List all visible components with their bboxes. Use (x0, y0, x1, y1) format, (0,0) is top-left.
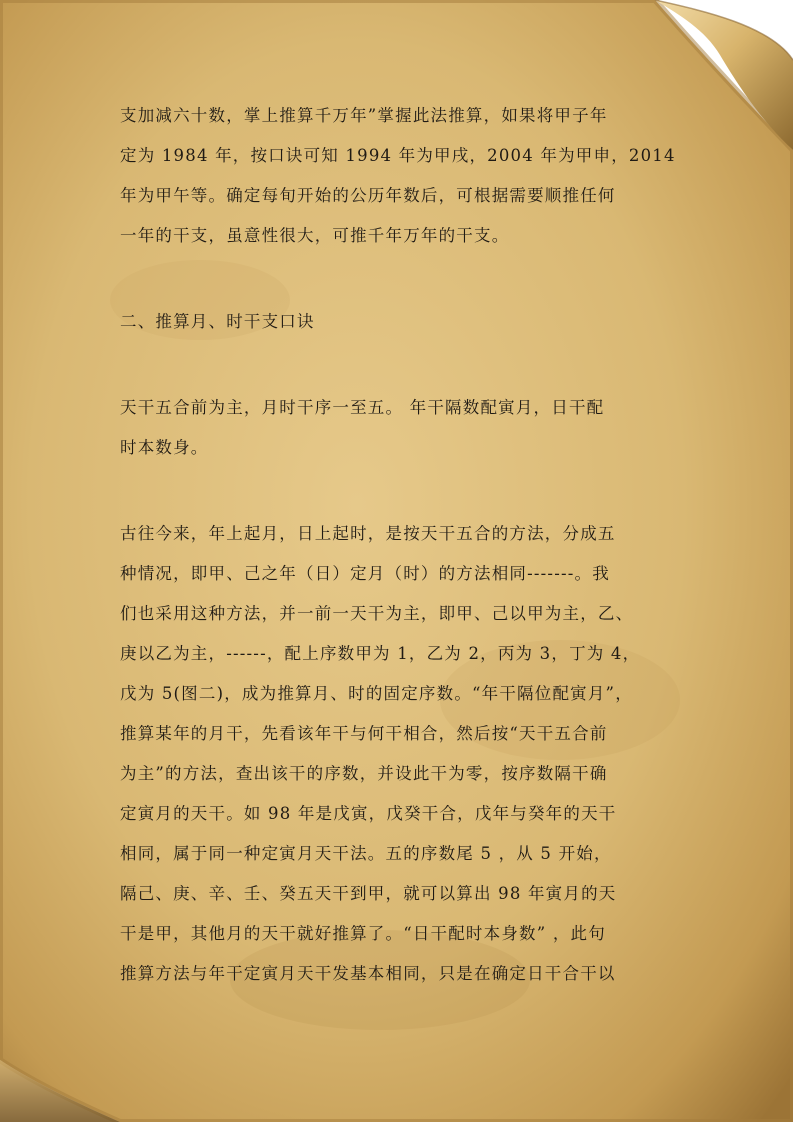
document-body (120, 96, 675, 994)
paragraph-line: 天干五合前为主，月时干序一至五。 年干隔数配寅月，日干配 (120, 398, 605, 417)
paragraph-line: 时本数身。 (120, 438, 209, 457)
section-heading: 二、推算月、时干支口诀 (120, 312, 315, 331)
paragraph-3 (120, 514, 675, 994)
paragraph-2 (120, 388, 675, 468)
paragraph-line: 古往今来，年上起月，日上起时，是按天干五合的方法，分成五 (120, 524, 616, 543)
paragraph-line: 为主”的方法，查出该干的序数，并设此干为零，按序数隔干确 (120, 764, 608, 783)
paragraph-line: 种情况，即甲、己之年（日）定月（时）的方法相同-------。我 (120, 564, 610, 583)
paragraph-line: 相同，属于同一种定寅月天干法。五的序数尾 5 ，从 5 开始， (120, 844, 612, 863)
paragraph-1 (120, 96, 675, 256)
paragraph-line: 庚以乙为主，------，配上序数甲为 1，乙为 2，丙为 3，丁为 4， (120, 644, 641, 663)
paragraph-line: 定寅月的天干。如 98 年是戊寅，戊癸干合，戊年与癸年的天干 (120, 804, 617, 823)
paragraph-line: 支加减六十数，掌上推算千万年”掌握此法推算，如果将甲子年 (120, 106, 608, 125)
paragraph-line: 推算方法与年干定寅月天干发基本相同，只是在确定日干合干以 (120, 964, 616, 983)
paragraph-gap (120, 468, 675, 514)
paragraph-gap (120, 342, 675, 388)
paragraph-line: 年为甲午等。确定每旬开始的公历年数后，可根据需要顺推任何 (120, 186, 616, 205)
paragraph-line: 们也采用这种方法，并一前一天干为主，即甲、己以甲为主，乙、 (120, 604, 634, 623)
paragraph-line: 干是甲，其他月的天干就好推算了。“日干配时本身数” ，此句 (120, 924, 606, 943)
paragraph-line: 推算某年的月干，先看该年干与何干相合，然后按“天干五合前 (120, 724, 608, 743)
paragraph-line: 一年的干支，虽意性很大，可推千年万年的干支。 (120, 226, 510, 245)
paragraph-line: 定为 1984 年，按口诀可知 1994 年为甲戌，2004 年为甲申，2014 (120, 146, 676, 165)
paragraph-gap (120, 256, 675, 302)
paragraph-line: 隔己、庚、辛、壬、癸五天干到甲，就可以算出 98 年寅月的天 (120, 884, 617, 903)
paragraph-line: 戊为 5(图二)，成为推算月、时的固定序数。“年干隔位配寅月”， (120, 684, 633, 703)
